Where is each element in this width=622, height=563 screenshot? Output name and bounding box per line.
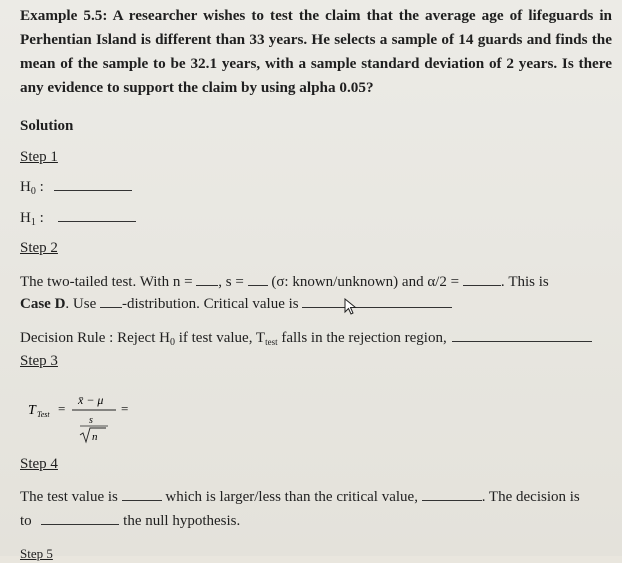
step2-line1-c: (σ: known/unknown) and α/2 =: [271, 274, 460, 290]
step5-heading: Step 5: [20, 546, 53, 561]
decision-rule-line: [20, 328, 592, 352]
step2-line2-b: . Use: [65, 296, 97, 312]
step2-line2: [20, 294, 452, 313]
step4-line2-b: the null hypothesis.: [123, 513, 241, 529]
svg-text:=: =: [58, 401, 66, 416]
critical-value-blank[interactable]: [302, 294, 452, 308]
step2-line1: [20, 272, 549, 291]
h1-blank[interactable]: [58, 208, 136, 222]
formula-numerator: x̄ − μ: [78, 393, 104, 407]
compare-blank[interactable]: [422, 487, 482, 501]
decision-rule-sub2: test: [265, 337, 278, 347]
step4-line1: [20, 487, 580, 506]
step4-line2: [20, 511, 240, 530]
example-label: Example 5.5:: [20, 7, 108, 24]
example-text: A researcher wishes to test the claim that the average age of lifeguards in Perhentian Island is different than 33 years. He selects a sample of 14 guards and finds the mean of the sample to be 32.1 years, with a sample standard deviation of 2 years. Is there any evidence to support the claim by using alpha 0.05?: [20, 7, 612, 96]
decision-blank[interactable]: [41, 511, 119, 525]
distribution-blank[interactable]: [100, 294, 122, 308]
formula-t-label: T: [28, 403, 36, 418]
mouse-cursor-icon: [344, 298, 358, 321]
h1-label: H: [20, 210, 31, 226]
formula-s: s: [89, 415, 93, 426]
h0-blank[interactable]: [54, 177, 132, 191]
rejection-region-blank[interactable]: [452, 328, 592, 342]
decision-rule-c: falls in the rejection region,: [277, 330, 447, 346]
step4-line1-a: The test value is: [20, 489, 118, 505]
step3-heading: Step 3: [20, 353, 58, 369]
test-statistic-formula: [26, 392, 146, 448]
alpha-half-blank[interactable]: [463, 272, 501, 286]
n-blank[interactable]: [196, 272, 218, 286]
step2-line1-d: . This is: [500, 274, 549, 290]
step2-heading: Step 2: [20, 240, 58, 256]
step4-line1-b: which is larger/less than the critical value,: [165, 489, 418, 505]
decision-rule-sub: 0: [169, 337, 175, 348]
h1-sub: 1: [30, 217, 36, 228]
formula-t-sub: Test: [37, 410, 50, 419]
step1-heading: Step 1: [20, 149, 58, 165]
formula-n: n: [92, 431, 98, 443]
test-value-blank[interactable]: [122, 487, 162, 501]
step4-heading: Step 4: [20, 456, 58, 472]
s-blank[interactable]: [248, 272, 268, 286]
decision-rule-b: if test value, T: [174, 330, 266, 346]
step2-line2-c: -distribution. Critical value is: [122, 296, 299, 312]
step4-line1-c: . The decision is: [481, 489, 580, 505]
case-label: Case D: [20, 296, 66, 312]
svg-text:=: =: [121, 401, 129, 416]
h0-line: [20, 177, 132, 201]
h1-line: [20, 208, 136, 232]
example-paragraph: [20, 4, 612, 100]
h1-colon: :: [35, 210, 44, 226]
step2-line1-b: , s =: [218, 274, 244, 290]
step2-line1-a: The two-tailed test. With n =: [20, 274, 193, 290]
h0-colon: :: [35, 179, 44, 195]
h0-sub: 0: [30, 186, 36, 197]
solution-heading: Solution: [20, 118, 74, 134]
step4-line2-a: to: [20, 513, 32, 529]
h0-label: H: [20, 179, 31, 195]
decision-rule-a: Decision Rule : Reject H: [20, 330, 170, 346]
